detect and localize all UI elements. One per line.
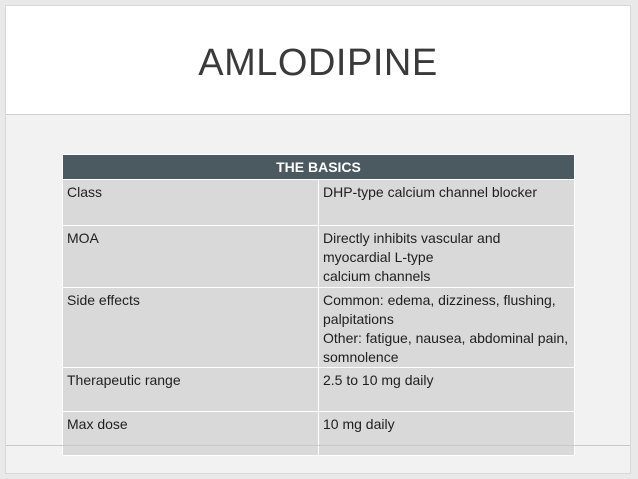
slide-body (6, 115, 630, 473)
row-label: Class (63, 180, 319, 226)
table-row (63, 180, 575, 226)
table-row (63, 226, 575, 288)
row-value (319, 412, 575, 456)
row-value (319, 226, 575, 288)
row-value-line: 2.5 to 10 mg daily (323, 372, 434, 388)
row-value-line: 10 mg daily (323, 416, 395, 432)
table-header-row (63, 155, 575, 180)
row-value-line: Other: fatigue, nausea, abdominal pain, (323, 330, 569, 346)
slide (5, 5, 631, 474)
page-title: AMLODIPINE (198, 42, 438, 84)
row-label: Side effects (63, 288, 319, 368)
table-row (63, 288, 575, 368)
row-value-line: calcium channels (323, 268, 431, 284)
row-label: Max dose (63, 412, 319, 456)
table-header: THE BASICS (63, 155, 575, 180)
footer-divider (6, 445, 630, 446)
table-row (63, 368, 575, 412)
row-value-line: Common: edema, dizziness, flushing, palpitations (323, 292, 556, 327)
row-label: MOA (63, 226, 319, 288)
row-value-line: somnolence (323, 349, 399, 365)
row-value (319, 368, 575, 412)
row-value (319, 288, 575, 368)
title-band (6, 6, 630, 115)
row-value-line: DHP-type calcium channel blocker (323, 184, 537, 200)
row-value (319, 180, 575, 226)
row-value-line: Directly inhibits vascular and myocardial L-type (323, 230, 501, 265)
table-row (63, 412, 575, 456)
row-label: Therapeutic range (63, 368, 319, 412)
basics-table (62, 154, 575, 456)
